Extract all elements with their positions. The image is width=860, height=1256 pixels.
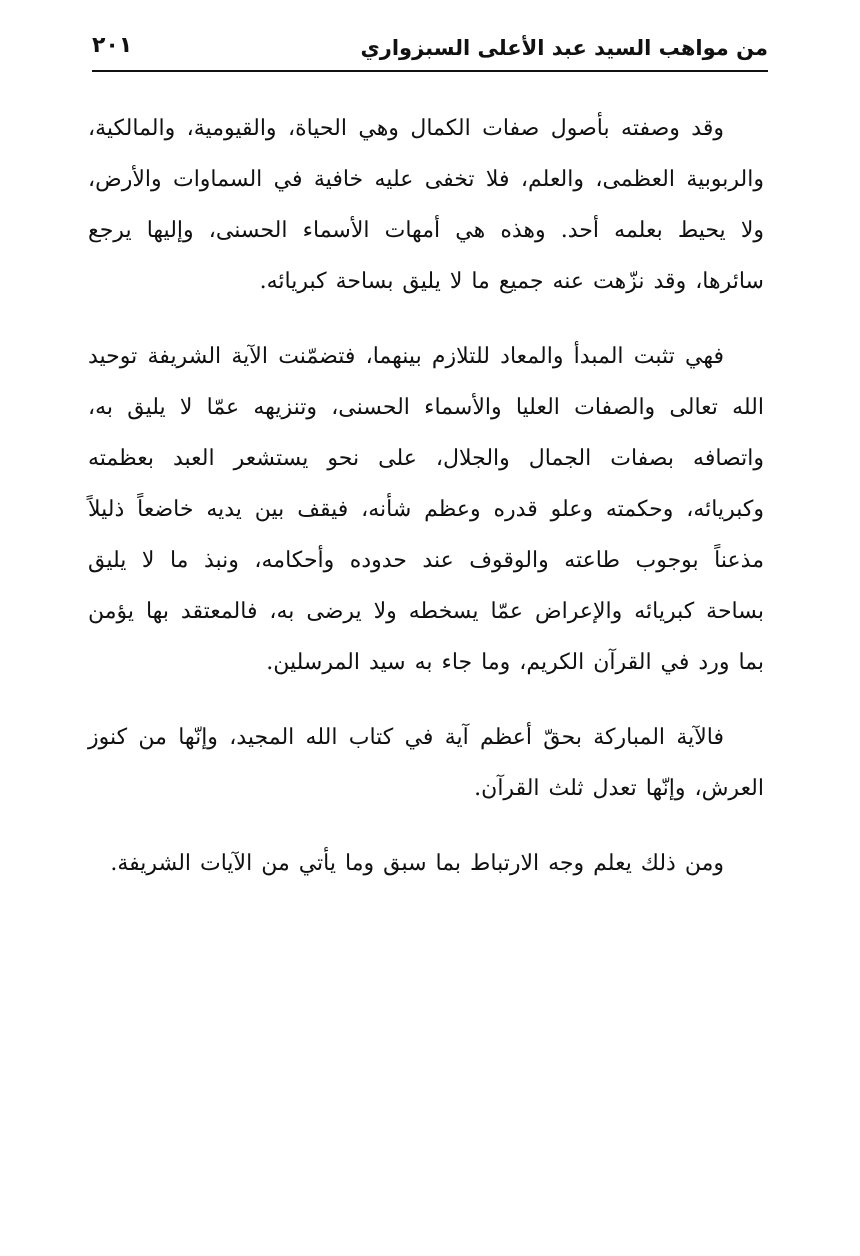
paragraph: ومن ذلك يعلم وجه الارتباط بما سبق وما يأتي من الآيات الشريفة. — [110, 851, 724, 876]
paragraph: وقد وصفته بأصول صفات الكمال وهي الحياة، والقيومية، والمالكية، والربوبية العظمى، والعلم، فلا تخفى عليه خافية في السماوات والأرض، ولا يحيط بعلمه أحد. وهذه هي أمهات الأسماء الحسنى، وإليها يرجع سائرها، وقد نزّهت عنه جميع ما لا يليق بساحة كبريائه. — [88, 116, 764, 294]
paragraph: فهي تثبت المبدأ والمعاد للتلازم بينهما، فتضمّنت الآية الشريفة توحيد الله تعالى والصفات العليا والأسماء الحسنى، وتنزيهه عمّا لا يليق به، واتصافه بصفات الجمال والجلال، على نحو يستشعر العبد بعظمته وكبريائه، وحكمته وعلو قدره وعظم شأنه، فيقف بين يديه خاضعاً ذليلاً مذعناً بوجوب طاعته والوقوف عند حدوده وأحكامه، ونبذ ما لا يليق بساحة كبريائه والإعراض عمّا يسخطه ولا يرضى به، فالمعتقد بها يؤمن بما ورد في القرآن الكريم، وما جاء به سيد المرسلين. — [88, 344, 764, 675]
running-header-title: من مواهب السيد عبد الأعلى السبزواري — [360, 36, 768, 60]
paragraph: فالآية المباركة بحقّ أعظم آية في كتاب الله المجيد، وإنّها من كنوز العرش، وإنّها تعدل ثلث القرآن. — [88, 725, 764, 801]
page-number: ٢٠١ — [92, 33, 133, 58]
running-header — [92, 30, 768, 72]
body-text — [88, 103, 764, 913]
